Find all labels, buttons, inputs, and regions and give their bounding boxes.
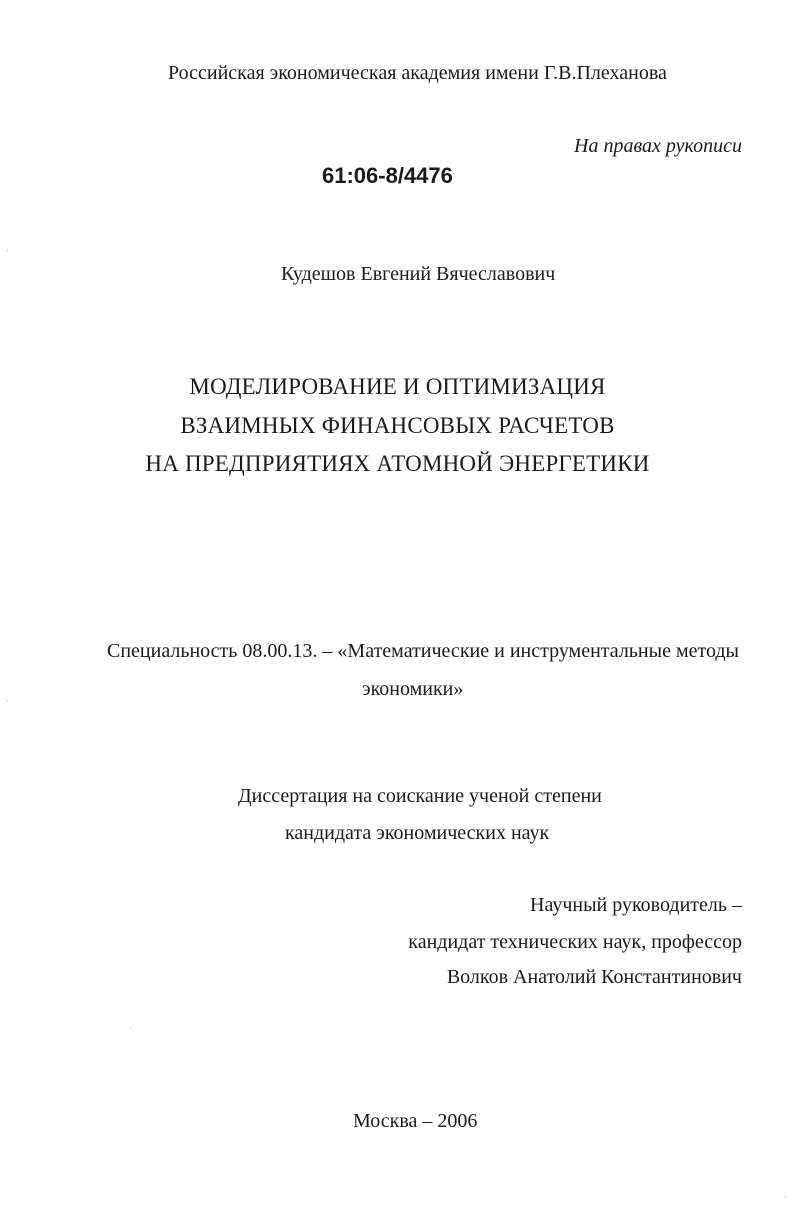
scan-speck bbox=[130, 1028, 131, 1029]
title-line: ВЗАИМНЫХ ФИНАНСОВЫХ РАСЧЕТОВ bbox=[180, 412, 615, 438]
city-year: Москва – 2006 bbox=[353, 1110, 478, 1132]
title-line: МОДЕЛИРОВАНИЕ И ОПТИМИЗАЦИЯ bbox=[189, 374, 606, 399]
institution-name: Российская экономическая академия имени Г.В.Плеханова bbox=[168, 62, 667, 84]
author-name: Кудешов Евгений Вячеславович bbox=[281, 263, 556, 285]
specialty-line: Специальность 08.00.13. – «Математические и инструментальные методы bbox=[107, 640, 739, 662]
dissertation-title bbox=[0, 368, 795, 484]
scan-speck bbox=[7, 700, 8, 701]
supervisor-line: Волков Анатолий Константинович bbox=[446, 966, 742, 988]
specialty-line: экономики» bbox=[362, 678, 464, 700]
degree-line: кандидата экономических наук bbox=[285, 822, 550, 844]
degree-line: Диссертация на соискание ученой степени bbox=[238, 785, 602, 807]
supervisor-line: Научный руководитель – bbox=[530, 894, 742, 916]
scan-speck bbox=[7, 250, 8, 251]
manuscript-note: На правах рукописи bbox=[574, 135, 742, 157]
scan-speck bbox=[785, 1196, 786, 1197]
call-number-stamp: 61:06-8/4476 bbox=[322, 163, 453, 188]
title-line: НА ПРЕДПРИЯТИЯХ АТОМНОЙ ЭНЕРГЕТИКИ bbox=[145, 451, 650, 476]
supervisor-line: кандидат технических наук, профессор bbox=[408, 931, 742, 953]
